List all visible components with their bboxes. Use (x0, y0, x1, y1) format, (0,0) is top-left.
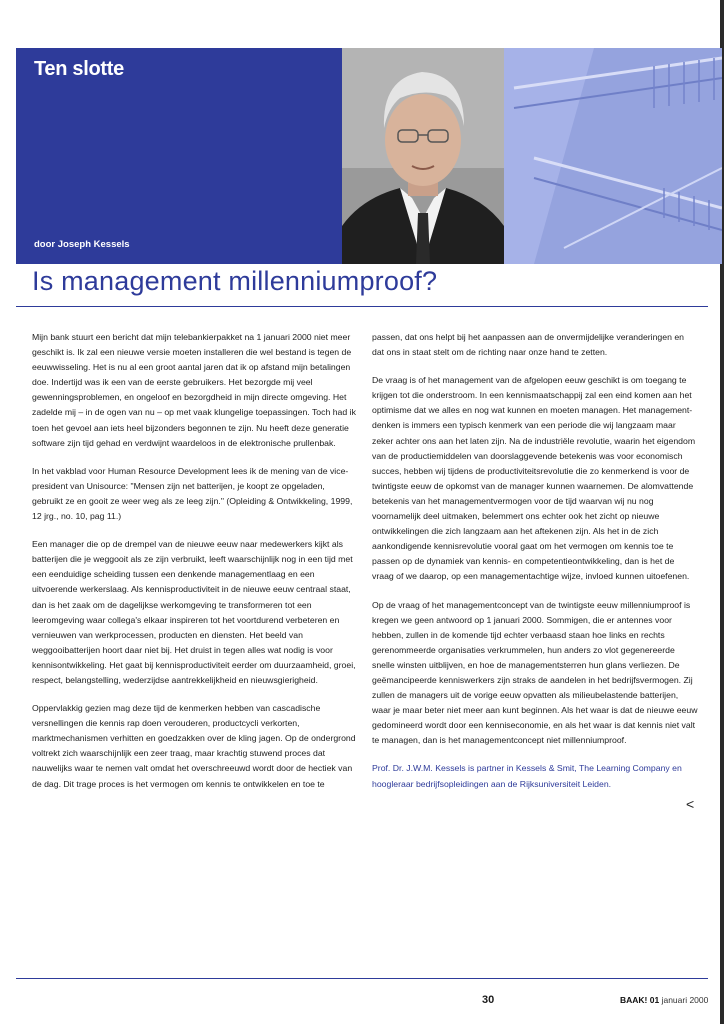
paragraph: Mijn bank stuurt een bericht dat mijn telebankierpakket na 1 januari 2000 niet meer geschikt is. Ik zal een nieuwe versie moeten installeren die wel bestand is tegen de eeuwwisseling. Het is nu al een groot aantal jaren dat ik op afstand mijn betalingen doe. Indertijd was ik een van de eerste gebruikers. Het bezorgde mij veel gewenningsproblemen, en ongeloof en bezorgdheid in mijn directe omgeving. Het zadelde mij – in de ogen van nu – op met vaak klungelige toepassingen. Toch had ik toen het gevoel aan iets heel bijzonders begonnen te zijn. Nu heeft deze generatie software zijn tijd gehad en verdwijnt waardeloos in de elektronische prullenbak. (32, 332, 356, 448)
article-column-right (372, 330, 698, 805)
magazine-name: BAAK! 01 (620, 995, 660, 1005)
paragraph: Oppervlakkig gezien mag deze tijd de kenmerken hebben van cascadische versnellingen die kennis rap doen verouderen, productcycli verkorten, marktmechanismen verhitten en goedzakken over de kling jagen. Op de ondergrond voltrekt zich waarschijnlijk een zeer traag, maar krachtig stuwend proces dat nauwelijks waar te nemen valt omdat het overschreeuwd wordt door de hectiek van de dag. Dit trage proces is het vermogen om kennis te ontwikkelen en toe te (32, 703, 356, 789)
article-headline: Is management millenniumproof? (32, 266, 438, 296)
article-column-left (32, 330, 358, 805)
byline: door Joseph Kessels (34, 239, 130, 250)
author-portrait-image (342, 48, 504, 264)
section-title: Ten slotte (34, 58, 124, 80)
paragraph: De vraag is of het management van de afgelopen eeuw geschikt is om toegang te krijgen tot die onderstroom. In een kennismaatschappij zal een eind komen aan het optimisme dat we alles en nog wat kunnen en moeten managen. Het management-denken is immers een typisch kenmerk van een periode die wij langzaam maar zeker achter ons aan het laten zijn. Na de industriële revolutie, waarin het eigendom van de productiemiddelen van doorslaggevende betekenis was voor economisch succes, hebben wij tijdens de productiviteitsrevolutie die zo kenmerkend is voor de twintigste eeuw de opkomst van de manager kunnen waarnemen. De alomvattende betekenis van het managementvermogen voor de tijd waarvan wij nu nog voornamelijk deel uitmaken, belemmert ons echter ook het zicht op nieuwe ontwikkelingen die zich langzaam aan het aftekenen zijn. Als het in de zich aankondigende kennisrevolutie vooral gaat om het vermogen om kennis toe te passen op de dynamiek van kennis- en competentieontwikkeling, dan is het de vraag of we daarop, op een managementachtige wijze, invloed kunnen uitoefenen. (372, 375, 696, 582)
paragraph: Een manager die op de drempel van de nieuwe eeuw naar medewerkers kijkt als batterijen die je weggooit als ze zijn verbruikt, leeft waarschijnlijk nog in een tijd met een eenduidige scheiding tussen een denkende managementlaag en een uitvoerende werkerslaag. Als kennisproductiviteit in de nieuwe eeuw centraal staat, dan is het zaak om de dagelijkse werkomgeving te transformeren tot een leeromgeving waar collega's elkaar inspireren tot het voortdurend verbeteren en vernieuwen van werkprocessen, producten en diensten. Het beeld van weggooibatterijen hoort daar niet bij. Het druist in tegen alles wat nodig is voor kennisontwikkeling. Het gaat bij kennisproductiviteit eerder om duurzaamheid, groei, respect, belangstelling, wederzijdse aantrekkelijkheid en nieuwsgierigheid. (32, 539, 356, 685)
footer-rule (16, 978, 708, 979)
paragraph: Op de vraag of het managementconcept van de twintigste eeuw millenniumproof is kregen we geen antwoord op 1 januari 2000. Sommigen, die er antennes voor hebben, zullen in de komende tijd echter verbaasd staan hoe links en rechts gerenommeerde organisaties verkrummelen, hun anders zo vlot gegenereerde snelle winsten uitblijven, en hoe de managementsterren hun glans verliezen. De geëmancipeerde kenniswerkers zijn straks de aandelen in het bedrijfsvermogen. Zij zullen de managers uit de vorige eeuw opvatten als milieubelastende batterijen, waar je maar beter niet meer aan kunt beginnen. Als het waar is dat de nieuwe eeuw gedomineerd wordt door een kenniseconomie, en als het waar is dat kennis niet valt te managen, dan is het managementconcept niet millenniumproof. (372, 599, 698, 746)
header-banner (16, 48, 722, 264)
paragraph: passen, dat ons helpt bij het aanpassen aan de onvermijdelijke veranderingen en dat ons in staat stelt om de richting naar onze hand te zetten. (372, 332, 684, 358)
headline-rule (16, 306, 708, 307)
author-note: Prof. Dr. J.W.M. Kessels is partner in Kessels & Smit, The Learning Company en hoogleraar bedrijfsopleidingen aan de Rijksuniversiteit Leiden. (372, 763, 682, 789)
magazine-footer (620, 995, 708, 1005)
end-mark: < (686, 796, 695, 812)
page-number: 30 (482, 994, 495, 1006)
paragraph: In het vakblad voor Human Resource Development lees ik de mening van de vice-president van Unisource: "Mensen zijn net batterijen, je koopt ze opgeladen, gebruikt ze en gooit ze weer weg als ze leeg zijn." (Opleiding & Ontwikkeling, 1999, 12 jrg., no. 10, pag 11.) (32, 465, 353, 522)
staircase-image (504, 48, 722, 264)
issue-date: januari 2000 (661, 995, 709, 1005)
banner-title-panel (16, 48, 342, 264)
